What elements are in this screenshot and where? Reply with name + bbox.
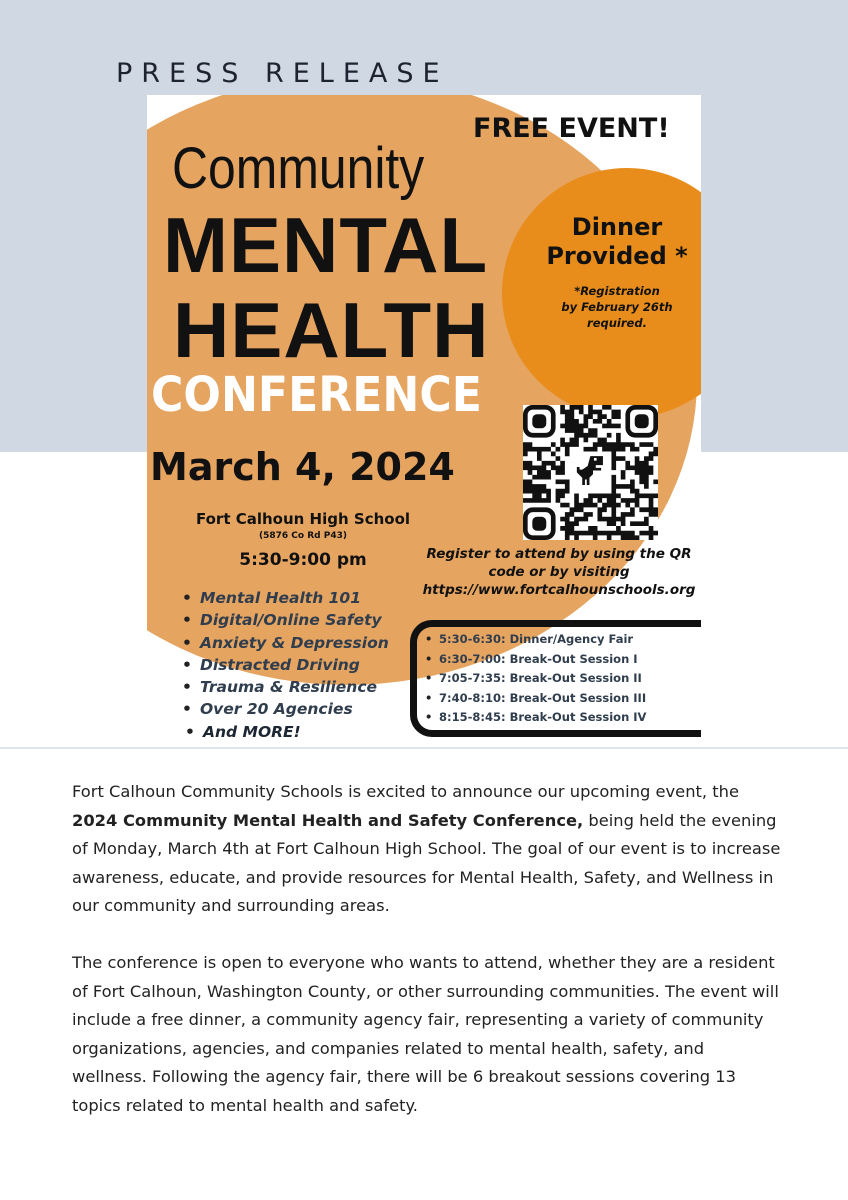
- free-event-label: FREE EVENT!: [473, 113, 670, 144]
- section-divider: [0, 747, 848, 749]
- p1-rest: being held the evening of Monday, March 4th at Fort Calhoun High School. The goal of our event is to increase awareness, educate, and provide resources for Mental Health, Safety, and Wellness in our community and surrounding areas.: [72, 810, 781, 916]
- qr-finder-core: [532, 517, 546, 531]
- registration-line-1: *Registration: [574, 284, 660, 298]
- dinosaur-shape: [577, 456, 603, 485]
- qr-code-graphic: [523, 405, 658, 540]
- registration-line-3: required.: [587, 316, 647, 330]
- p1-intro: Fort Calhoun Community Schools is excited to announce our upcoming event, the: [72, 782, 739, 801]
- schedule-item: • 6:30-7:00: Break-Out Session I: [425, 650, 646, 670]
- event-poster: [147, 95, 701, 745]
- title-health: HEALTH: [173, 286, 490, 374]
- qr-finder-core: [532, 414, 546, 428]
- press-release-body: [72, 778, 784, 1149]
- register-line-2: code or by visiting: [488, 564, 630, 580]
- register-instructions: [404, 545, 701, 599]
- venue-name: Fort Calhoun High School: [195, 510, 411, 528]
- register-line-1: Register to attend by using the QR: [426, 546, 692, 562]
- topic-item: • Anxiety & Depression: [182, 632, 389, 654]
- title-mental: MENTAL: [163, 201, 489, 289]
- dinosaur-icon: [577, 456, 603, 485]
- paragraph-2: The conference is open to everyone who wants to attend, whether they are a resident of Fort Calhoun, Washington County, or other surrounding communities. The event will include a free dinner, a community agency fair, representing a variety of community organizations, agencies, and companies related to mental health, safety, and wellness. Following the agency fair, there will be 6 breakout sessions covering 13 topics related to mental health and safety.: [72, 952, 779, 1115]
- venue-address: (5876 Co Rd P43): [259, 531, 347, 541]
- schedule-item: • 5:30-6:30: Dinner/Agency Fair: [425, 630, 646, 650]
- topic-item: • Trauma & Resilience: [182, 676, 389, 698]
- title-conference: CONFERENCE: [151, 367, 482, 423]
- event-time: 5:30-9:00 pm: [239, 550, 367, 570]
- topic-item: • Digital/Online Safety: [182, 609, 389, 631]
- schedule-item: • 7:40-8:10: Break-Out Session III: [425, 689, 646, 709]
- title-community: Community: [172, 136, 425, 201]
- topic-item: • Mental Health 101: [182, 587, 389, 609]
- topic-item: • Over 20 Agencies: [182, 698, 389, 720]
- registration-note: [532, 283, 701, 331]
- qr-finder-core: [635, 414, 649, 428]
- dinner-provided: [522, 213, 701, 271]
- press-release-label: PRESS RELEASE: [116, 58, 449, 89]
- register-url[interactable]: https://www.fortcalhounschools.org: [422, 582, 696, 598]
- paragraph-1: [72, 778, 784, 921]
- event-date: March 4, 2024: [150, 445, 455, 489]
- schedule-item: • 8:15-8:45: Break-Out Session IV: [425, 708, 646, 728]
- topics-list: [182, 587, 389, 743]
- topic-item: • Distracted Driving: [182, 654, 389, 676]
- topic-item: • And MORE!: [185, 721, 389, 743]
- qr-code-icon[interactable]: [523, 405, 658, 540]
- schedule-item: • 7:05-7:35: Break-Out Session II: [425, 669, 646, 689]
- dinner-line-2: Provided *: [546, 242, 688, 270]
- schedule-list: [425, 630, 646, 728]
- dinner-line-1: Dinner: [571, 213, 663, 241]
- p1-bold: 2024 Community Mental Health and Safety Conference,: [72, 810, 584, 830]
- registration-line-2: by February 26th: [561, 300, 673, 314]
